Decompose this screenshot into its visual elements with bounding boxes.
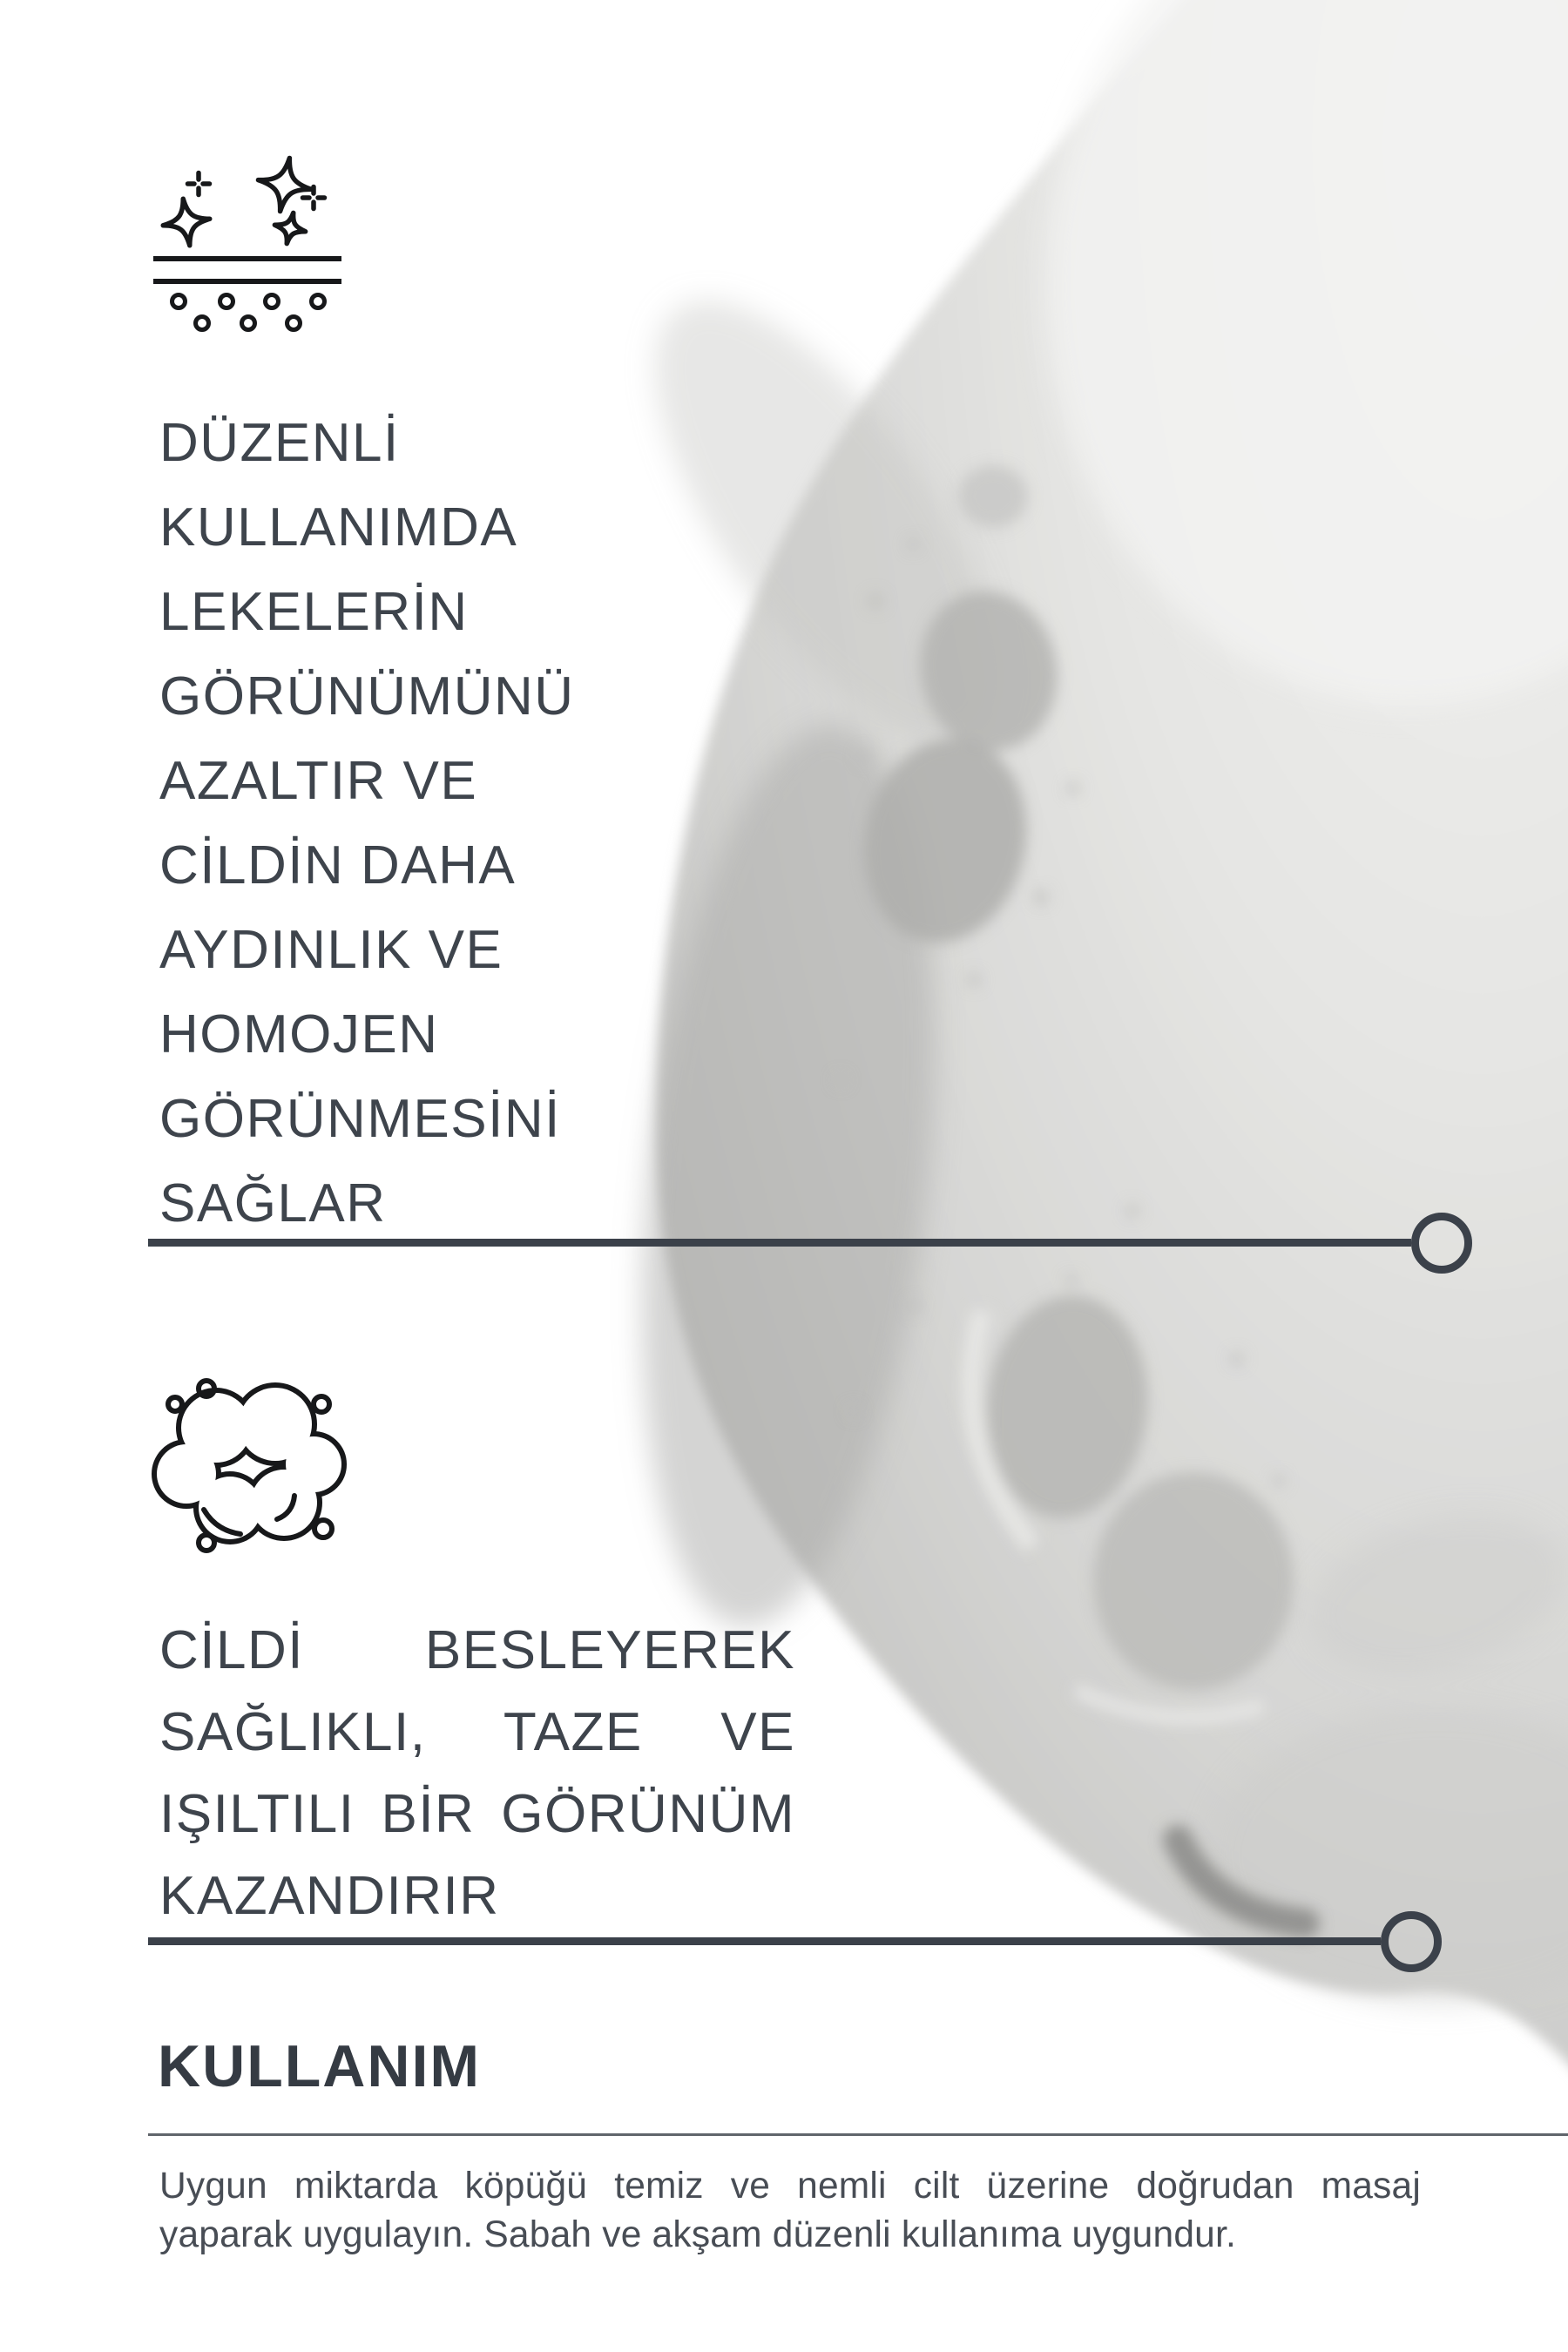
- benefit-line: AYDINLIK VE: [159, 920, 504, 980]
- usage-body: [159, 2162, 1421, 2260]
- benefit-line: KAZANDIRIR: [159, 1866, 500, 1926]
- benefit-line: AZALTIR VE: [159, 751, 478, 811]
- usage-body-line: Uygun miktarda köpüğü temiz ve nemli cilt üzerine doğrudan masaj: [159, 2166, 1421, 2207]
- benefit-line: IŞILTILI BİR GÖRÜNÜM: [159, 1784, 795, 1844]
- benefit-line: GÖRÜNMESİNİ: [159, 1089, 561, 1149]
- usage-divider: [148, 2133, 1568, 2136]
- foam-cloud-icon: [145, 1374, 352, 1562]
- connector-endpoint-circle-1: [1411, 1213, 1472, 1274]
- benefit-line: CİLDİN DAHA: [159, 835, 517, 896]
- benefit-line: CİLDİ BESLEYEREK: [159, 1620, 795, 1680]
- usage-heading: KULLANIM: [158, 2033, 482, 2099]
- sparkles-over-skin-icon: [148, 152, 347, 336]
- benefit-text-brightening: [159, 401, 575, 1246]
- benefit-line: SAĞLAR: [159, 1173, 387, 1233]
- connector-line-2: [148, 1937, 1381, 1945]
- benefit-line: HOMOJEN: [159, 1004, 439, 1064]
- usage-body-line: yaparak uygulayın. Sabah ve akşam düzenli kullanıma uygundur.: [159, 2214, 1237, 2255]
- benefit-line: GÖRÜNÜMÜNÜ: [159, 666, 575, 727]
- benefit-line: DÜZENLİ: [159, 413, 400, 473]
- benefit-line: SAĞLIKLI, TAZE VE: [159, 1702, 795, 1762]
- benefit-line: LEKELERİN: [159, 582, 469, 642]
- connector-endpoint-circle-2: [1381, 1911, 1442, 1972]
- benefit-text-nourishing: [159, 1610, 795, 1937]
- benefit-line: KULLANIMDA: [159, 497, 518, 558]
- connector-line-1: [148, 1239, 1411, 1247]
